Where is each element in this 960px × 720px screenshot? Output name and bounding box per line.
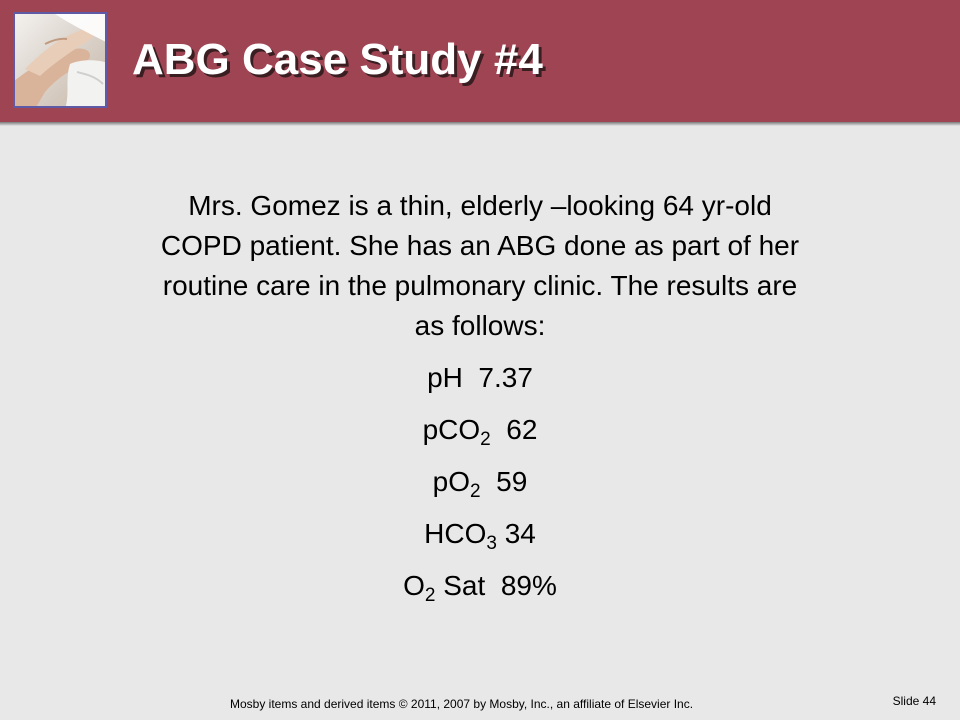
slide-body [150, 186, 810, 612]
slide-number: Slide 44 [892, 694, 936, 708]
gloved-hands-image [13, 12, 107, 108]
abg-results [150, 352, 810, 612]
result-hco3: $HCO_3$ 34 [424, 518, 536, 554]
result-ph: pH 7.37 [427, 362, 533, 393]
result-po2: $pO_2$ 59 [432, 466, 528, 502]
case-description: Mrs. Gomez is a thin, elderly –looking 64 yr-old COPD patient. She has an ABG done as part of her routine care in the pulmonary clinic. The results are as follows: [160, 190, 800, 341]
result-pco2: pCO$_2$ 62 [422, 414, 538, 450]
title-bar-shadow [0, 122, 960, 126]
copyright-notice: Mosby items and derived items © 2011, 2007 by Mosby, Inc., an affiliate of Elsevier Inc. [230, 697, 694, 711]
gloved-hands-icon [15, 14, 105, 106]
slide-title: ABG Case Study #4 [132, 35, 543, 84]
result-o2-sat: $O_2$ Sat 89% [403, 570, 557, 606]
